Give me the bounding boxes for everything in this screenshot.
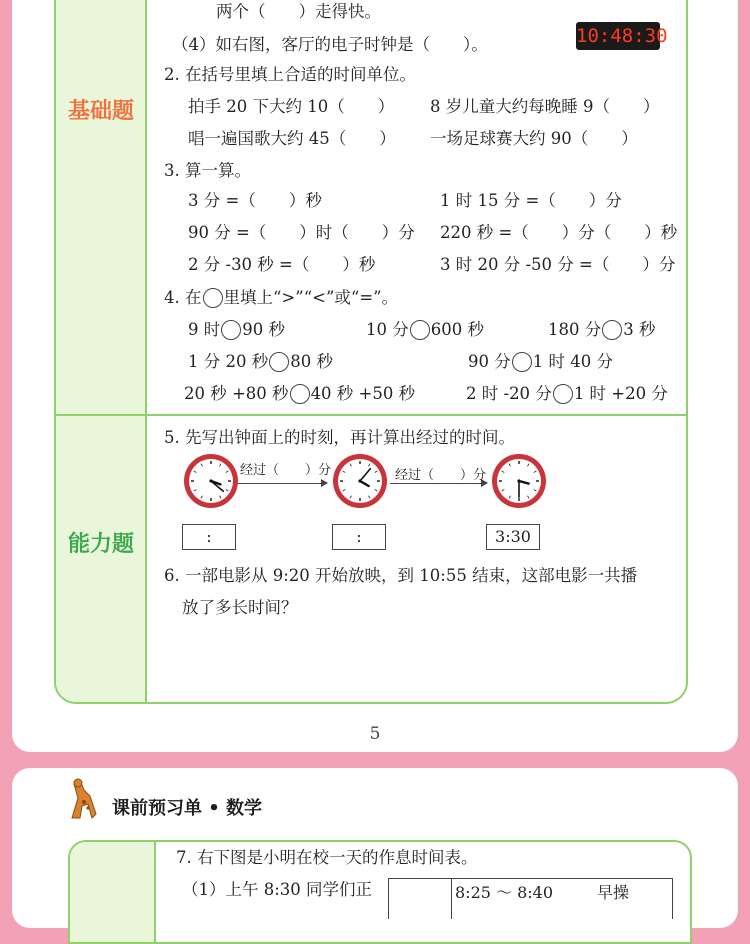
q4-title-tail: 里填上“>”“<”或“=”。 (223, 288, 399, 307)
q2-item: 8 岁儿童大约每晚睡 9（ ） (430, 97, 660, 116)
clock-tick (343, 490, 346, 492)
analog-clock-icon (184, 454, 238, 508)
minute-hand (360, 469, 370, 481)
pass-label-2: 经过（ ）分 (395, 468, 487, 483)
q4-left: 9 时 (188, 320, 221, 339)
q4-item (188, 320, 285, 340)
clock-tick (350, 464, 352, 467)
arrow-icon (238, 483, 326, 484)
clock-center (209, 479, 212, 482)
q4-item (548, 320, 656, 340)
q4-left: 10 分 (366, 320, 409, 339)
clock-center (517, 479, 520, 482)
q3-item: 220 秒 =（ ）分（ ）秒 (440, 223, 678, 242)
time-answer-box[interactable]: : (332, 524, 386, 550)
worksheet-page-1 (12, 0, 738, 752)
clock-tick (375, 490, 378, 492)
q4-right: 3 秒 (623, 320, 656, 339)
q6-line-a: 6. 一部电影从 9:20 开始放映，到 10:55 结束，这部电影一共播 (164, 566, 638, 585)
clock-tick (194, 490, 197, 492)
analog-clock-icon (333, 454, 387, 508)
answer-circle[interactable] (512, 352, 532, 372)
q4-item (184, 384, 415, 404)
clock-hands (333, 454, 387, 508)
clock-tick (509, 464, 511, 467)
time-answer-box[interactable]: : (182, 524, 236, 550)
q3-item: 2 分 -30 秒 =（ ）秒 (188, 255, 376, 274)
clock-tick (226, 471, 229, 473)
q4-item (468, 352, 613, 372)
section-sidebar (70, 842, 156, 942)
q1-line-a: 两个（ ）走得快。 (216, 2, 381, 21)
q4-item (466, 384, 668, 404)
clock-tick (350, 496, 352, 499)
clock-hands (492, 454, 546, 508)
clock-tick (375, 471, 378, 473)
answer-circle[interactable] (269, 352, 289, 372)
clock-center (358, 479, 361, 482)
clock-tick (502, 490, 505, 492)
q3-item: 90 分 =（ ）时（ ）分 (188, 223, 415, 242)
q4-title (164, 288, 398, 308)
schedule-table (388, 878, 673, 919)
section-label-basic: 基础题 (68, 99, 135, 124)
q2-title: 2. 在括号里填上合适的时间单位。 (164, 65, 416, 84)
q4-left: 2 时 -20 分 (466, 384, 552, 403)
clock-tick (194, 471, 197, 473)
arrow-icon (390, 483, 486, 484)
q4-right: 90 秒 (242, 320, 285, 339)
section-divider (56, 414, 686, 416)
q2-item: 一场足球赛大约 90（ ） (430, 129, 638, 148)
answer-circle[interactable] (221, 320, 241, 340)
q3-item: 3 分 =（ ）秒 (188, 191, 322, 210)
clock-tick (534, 490, 537, 492)
q2-item: 拍手 20 下大约 10（ ） (188, 97, 395, 116)
q2-item: 唱一遍国歌大约 45（ ） (188, 129, 396, 148)
page-number: 5 (369, 724, 381, 744)
clock-tick (226, 490, 229, 492)
q4-right: 1 时 40 分 (532, 352, 613, 371)
q4-item (188, 352, 333, 372)
schedule-time: 8:25 ～ 8:40 (455, 883, 554, 902)
time-answer-box: 3:30 (486, 524, 540, 550)
q4-left: 180 分 (548, 320, 602, 339)
answer-circle[interactable] (410, 320, 430, 340)
q1-line-b: （4）如右图，客厅的电子时钟是（ ）。 (172, 35, 488, 54)
answer-circle[interactable] (290, 384, 310, 404)
q4-right: 40 秒 +50 秒 (310, 384, 416, 403)
clock-tick (502, 471, 505, 473)
clock-tick (343, 471, 346, 473)
q6-line-b: 放了多长时间？ (182, 598, 298, 617)
q4-left: 1 分 20 秒 (188, 352, 269, 371)
brand-title: 课前预习单 • 数学 (112, 798, 263, 819)
answer-circle[interactable] (602, 320, 622, 340)
clock-tick (528, 496, 530, 499)
section-label-ability: 能力题 (68, 532, 135, 557)
pass-label-1: 经过（ ）分 (240, 463, 332, 478)
clock-tick (201, 464, 203, 467)
q7-title: 7. 右下图是小明在校一天的作息时间表。 (176, 848, 478, 867)
q5-title: 5. 先写出钟面上的时刻，再计算出经过的时间。 (164, 428, 515, 447)
schedule-activity: 早操 (597, 883, 630, 902)
clock-tick (220, 496, 222, 499)
q4-right: 80 秒 (290, 352, 333, 371)
q3-item: 3 时 20 分 -50 分 =（ ）分 (440, 255, 676, 274)
giraffe-mascot-icon (64, 774, 106, 822)
clock-tick (534, 471, 537, 473)
clock-tick (509, 496, 511, 499)
q4-item (366, 320, 484, 340)
clock-hands (184, 454, 238, 508)
clock-tick (528, 464, 530, 467)
compare-circle-icon (203, 288, 223, 308)
q4-left: 90 分 (468, 352, 511, 371)
clock-tick (369, 496, 371, 499)
digital-clock: 10:48:30 (576, 22, 660, 50)
clock-tick (220, 464, 222, 467)
q3-item: 1 时 15 分 =（ ）分 (440, 191, 622, 210)
q7-sub: （1）上午 8:30 同学们正 (182, 880, 373, 899)
q4-right: 600 秒 (430, 320, 484, 339)
q4-title-head: 4. 在 (164, 288, 202, 307)
analog-clock-icon (492, 454, 546, 508)
clock-tick (369, 464, 371, 467)
q4-right: 1 时 +20 分 (573, 384, 668, 403)
table-divider (451, 879, 452, 919)
q4-left: 20 秒 +80 秒 (184, 384, 289, 403)
answer-circle[interactable] (553, 384, 573, 404)
clock-tick (201, 496, 203, 499)
q3-title: 3. 算一算。 (164, 161, 251, 180)
